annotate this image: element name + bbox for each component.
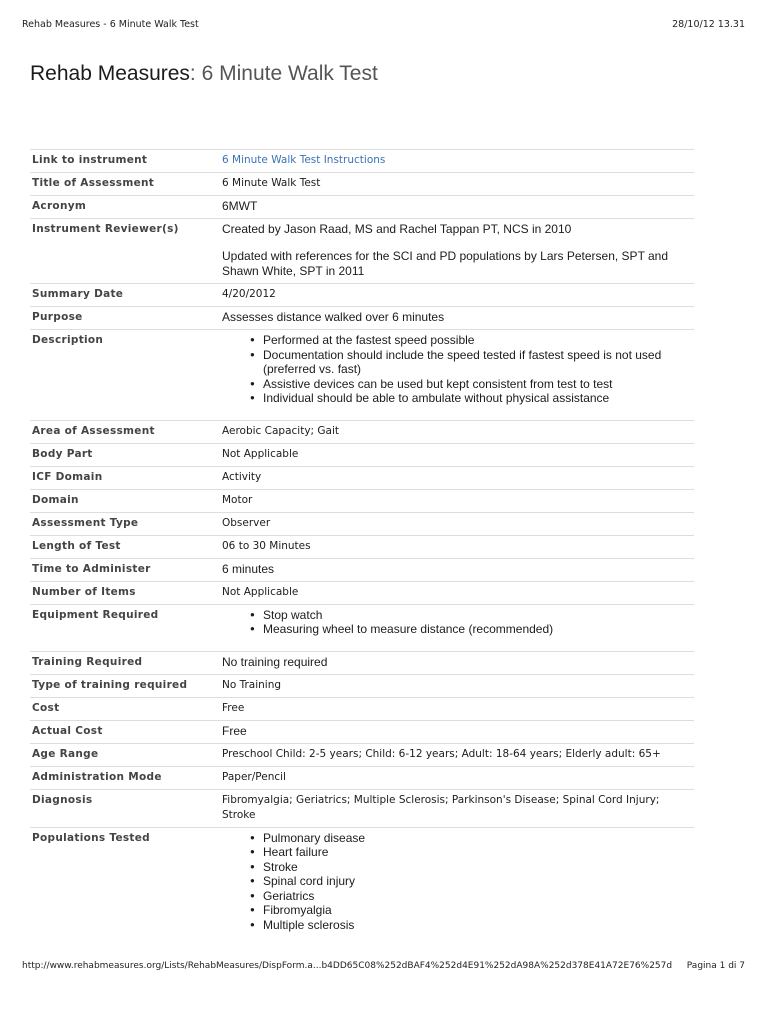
table-row-training-type	[30, 674, 694, 697]
table-row-age-range	[30, 743, 694, 766]
populations-list	[222, 831, 694, 933]
row-label: Equipment Required	[32, 608, 159, 621]
row-label: Title of Assessment	[32, 177, 155, 189]
print-header-title: Rehab Measures - 6 Minute Walk Test	[22, 19, 199, 30]
row-label: Diagnosis	[32, 793, 93, 806]
page-title-sub: : 6 Minute Walk Test	[189, 62, 378, 85]
row-value: Assesses distance walked over 6 minutes	[222, 310, 445, 324]
table-row-populations	[30, 827, 694, 937]
table-row-time	[30, 558, 694, 581]
row-value: Not Applicable	[222, 585, 299, 598]
table-row-assessment-type	[30, 512, 694, 535]
page-title-main: Rehab Measures	[30, 62, 190, 85]
row-value: 6MWT	[222, 199, 258, 213]
row-label: Training Required	[32, 655, 143, 668]
table-row-area	[30, 420, 694, 443]
row-value: Fibromyalgia; Geriatrics; Multiple Sclerosis; Parkinson's Disease; Spinal Cord Injury; Stroke	[222, 793, 660, 821]
list-item: ● Multiple sclerosis	[263, 918, 694, 933]
row-value: 06 to 30 Minutes	[222, 539, 311, 552]
print-header-datetime: 28/10/12 13.31	[672, 19, 745, 30]
table-row-icf-domain	[30, 466, 694, 489]
row-value	[222, 222, 694, 279]
row-label: Purpose	[32, 311, 83, 323]
row-value: No training required	[222, 654, 328, 669]
row-value: 4/20/2012	[222, 288, 276, 300]
row-label: Populations Tested	[32, 831, 150, 844]
print-footer-page: Pagina 1 di 7	[686, 961, 745, 971]
print-footer-url: http://www.rehabmeasures.org/Lists/RehabMeasures/DispForm.a...b4DD65C08%252dBAF4%252d4E91%252dA98A%252d378E41A72E76%257d	[22, 961, 673, 971]
row-label: Acronym	[32, 200, 87, 212]
table-row-reviewers	[30, 218, 694, 283]
print-footer	[22, 961, 745, 971]
instrument-link[interactable]: 6 Minute Walk Test Instructions	[222, 154, 386, 166]
row-value: Not Applicable	[222, 447, 299, 460]
list-item: ● Fibromyalgia	[263, 903, 694, 918]
table-row-equipment	[30, 604, 694, 651]
table-row-summary-date	[30, 283, 694, 306]
row-label: Age Range	[32, 747, 99, 760]
row-value	[222, 831, 694, 933]
row-value: Preschool Child: 2-5 years; Child: 6-12 years; Adult: 18-64 years; Elderly adult: 65+	[222, 747, 661, 760]
table-row-body-part	[30, 443, 694, 466]
table-row-title	[30, 172, 694, 195]
list-item: ● Assistive devices can be used but kept consistent from test to test	[263, 377, 694, 392]
table-row-diagnosis	[30, 789, 694, 827]
list-item: ● Pulmonary disease	[263, 831, 694, 846]
measure-table	[30, 149, 694, 936]
list-item: ● Performed at the fastest speed possible	[263, 333, 694, 348]
row-label: Description	[32, 334, 104, 346]
row-label: Assessment Type	[32, 516, 139, 529]
list-item: ● Stroke	[263, 860, 694, 875]
row-value: Motor	[222, 493, 253, 506]
row-value: 6 minutes	[222, 561, 275, 576]
table-row-purpose	[30, 306, 694, 329]
row-label: Type of training required	[32, 678, 188, 691]
table-row-cost	[30, 697, 694, 720]
print-header	[22, 19, 745, 30]
table-row-training	[30, 651, 694, 674]
table-row-number-of-items	[30, 581, 694, 604]
row-value: Aerobic Capacity; Gait	[222, 424, 340, 437]
row-value	[222, 153, 694, 168]
list-item: ● Measuring wheel to measure distance (recommended)	[263, 622, 694, 637]
list-item: ● Documentation should include the speed tested if fastest speed is not used (preferred vs. fast)	[263, 348, 694, 377]
row-value: Free	[222, 723, 247, 738]
list-item: ● Geriatrics	[263, 889, 694, 904]
row-value	[222, 608, 694, 637]
row-value: Paper/Pencil	[222, 770, 286, 783]
row-label: Number of Items	[32, 585, 136, 598]
row-value: 6 Minute Walk Test	[222, 177, 321, 189]
row-label: Cost	[32, 701, 60, 714]
row-label: Domain	[32, 493, 79, 506]
table-row-acronym	[30, 195, 694, 218]
row-value: Observer	[222, 516, 271, 529]
row-label: ICF Domain	[32, 470, 103, 483]
row-label: Time to Administer	[32, 562, 151, 575]
row-label: Administration Mode	[32, 770, 162, 783]
table-row-length	[30, 535, 694, 558]
list-item: ● Heart failure	[263, 845, 694, 860]
row-label: Body Part	[32, 447, 93, 460]
list-item: ● Individual should be able to ambulate without physical assistance	[263, 391, 694, 406]
description-list	[222, 333, 694, 406]
row-label: Area of Assessment	[32, 424, 155, 437]
table-row-domain	[30, 489, 694, 512]
row-value	[222, 333, 694, 406]
row-label: Actual Cost	[32, 724, 103, 737]
table-row-admin-mode	[30, 766, 694, 789]
page-title	[30, 62, 378, 86]
row-label: Link to instrument	[32, 154, 148, 166]
table-row-description	[30, 329, 694, 420]
row-value: Activity	[222, 470, 262, 483]
row-label: Instrument Reviewer(s)	[32, 223, 179, 235]
table-row-link	[30, 149, 694, 172]
list-item: ● Spinal cord injury	[263, 874, 694, 889]
list-item: ● Stop watch	[263, 608, 694, 623]
reviewers-created: Created by Jason Raad, MS and Rachel Tappan PT, NCS in 2010	[222, 222, 572, 236]
row-value: No Training	[222, 678, 282, 691]
table-row-actual-cost	[30, 720, 694, 743]
row-label: Summary Date	[32, 288, 124, 300]
equipment-list	[222, 608, 694, 637]
row-value: Free	[222, 701, 245, 714]
reviewers-updated: Updated with references for the SCI and PD populations by Lars Petersen, SPT and Shawn White, SPT in 2011	[222, 249, 669, 278]
row-label: Length of Test	[32, 539, 121, 552]
